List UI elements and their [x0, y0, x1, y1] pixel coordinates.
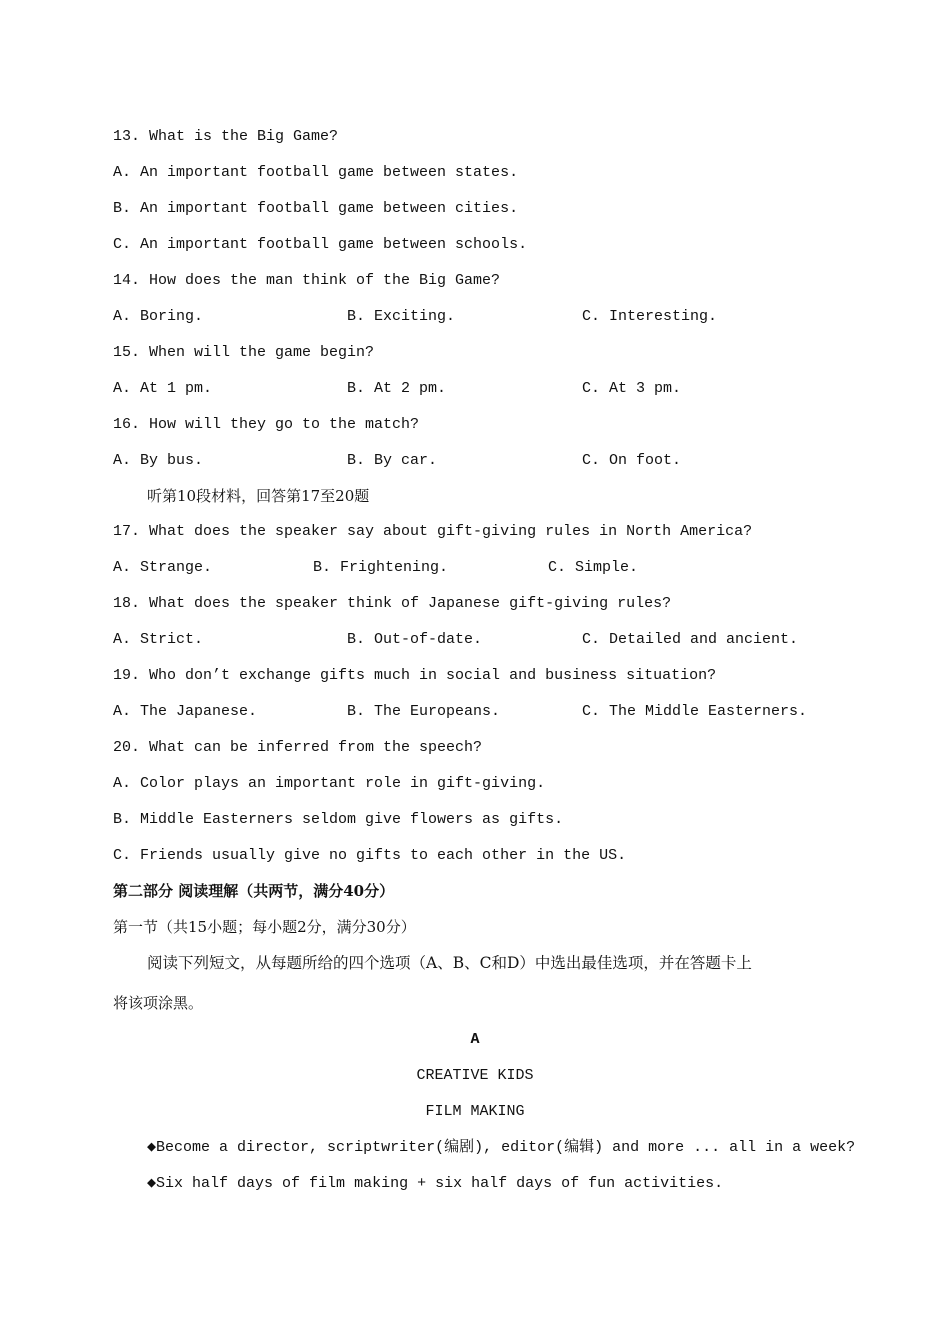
passage-letter: A: [470, 1031, 480, 1048]
q17-option-a: A. Strange.: [113, 559, 213, 576]
bullet-item-1: ◆Become a director, scriptwriter(编剧), editor(编辑) and more ... all in a week?: [147, 1139, 856, 1156]
instruction-line-1: 阅读下列短文，从每题所给的四个选项（A、B、C和D）中选出最佳选项，并在答题卡上: [147, 954, 752, 972]
section-1-heading: 第一节（共15小题；每小题2分，满分30分）: [113, 918, 416, 936]
q19-option-c: C. The Middle Easterners.: [582, 703, 808, 720]
question-19: 19. Who don’t exchange gifts much in social and business situation?: [113, 667, 717, 684]
q16-option-b: B. By car.: [347, 452, 438, 469]
q15-option-a: A. At 1 pm.: [113, 380, 213, 397]
q18-option-b: B. Out-of-date.: [347, 631, 483, 648]
q18-option-c: C. Detailed and ancient.: [582, 631, 799, 648]
q17-option-c: C. Simple.: [548, 559, 639, 576]
question-17: 17. What does the speaker say about gift-giving rules in North America?: [113, 523, 753, 540]
q20-option-c: C. Friends usually give no gifts to each other in the US.: [113, 847, 627, 864]
q19-option-a: A. The Japanese.: [113, 703, 258, 720]
bullet-item-2: ◆Six half days of film making + six half days of fun activities.: [147, 1175, 724, 1192]
q17-option-b: B. Frightening.: [313, 559, 449, 576]
q16-option-a: A. By bus.: [113, 452, 204, 469]
passage-title: CREATIVE KIDS: [416, 1067, 534, 1084]
question-16: 16. How will they go to the match?: [113, 416, 420, 433]
q20-option-a: A. Color plays an important role in gift-giving.: [113, 775, 546, 792]
question-14: 14. How does the man think of the Big Game?: [113, 272, 501, 289]
q20-option-b: B. Middle Easterners seldom give flowers as gifts.: [113, 811, 564, 828]
question-20: 20. What can be inferred from the speech?: [113, 739, 483, 756]
passage-subtitle: FILM MAKING: [425, 1103, 525, 1120]
q18-option-a: A. Strict.: [113, 631, 204, 648]
q13-option-b: B. An important football game between cities.: [113, 200, 519, 217]
q15-option-b: B. At 2 pm.: [347, 380, 447, 397]
part-2-heading: 第二部分 阅读理解（共两节，满分40分）: [113, 882, 395, 900]
q13-option-a: A. An important football game between states.: [113, 164, 519, 181]
q14-option-b: B. Exciting.: [347, 308, 456, 325]
q19-option-b: B. The Europeans.: [347, 703, 501, 720]
q14-option-a: A. Boring.: [113, 308, 204, 325]
question-13: 13. What is the Big Game?: [113, 128, 339, 145]
question-15: 15. When will the game begin?: [113, 344, 375, 361]
q13-option-c: C. An important football game between schools.: [113, 236, 528, 253]
q15-option-c: C. At 3 pm.: [582, 380, 682, 397]
section-10-intro: 听第10段材料，回答第17至20题: [147, 487, 370, 505]
q16-option-c: C. On foot.: [582, 452, 682, 469]
q14-option-c: C. Interesting.: [582, 308, 718, 325]
instruction-line-2: 将该项涂黑。: [113, 994, 204, 1012]
question-18: 18. What does the speaker think of Japanese gift-giving rules?: [113, 595, 672, 612]
